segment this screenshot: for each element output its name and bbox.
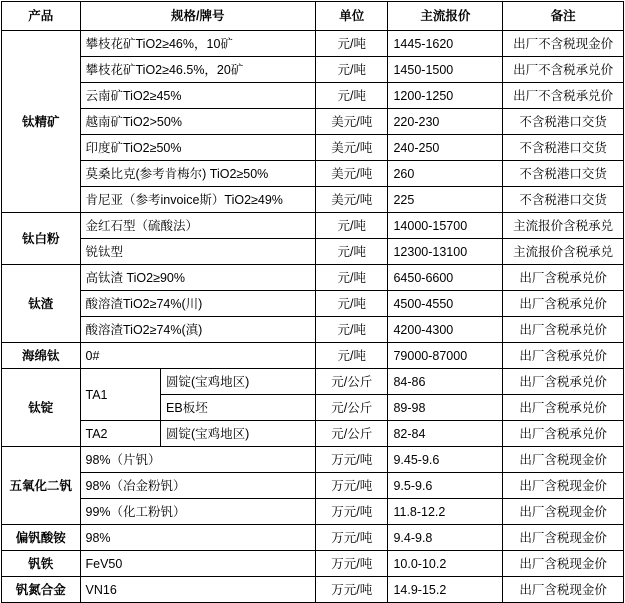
note-cell: 出厂含税承兑价 xyxy=(503,343,624,369)
product-category-cell: 海绵钛 xyxy=(2,343,81,369)
table-row xyxy=(2,57,624,83)
spec-cell: 圆锭(宝鸡地区) xyxy=(161,421,316,447)
price-cell: 79000-87000 xyxy=(388,343,503,369)
spec-cell: 金红石型（硫酸法） xyxy=(80,213,316,239)
price-cell: 14000-15700 xyxy=(388,213,503,239)
spec-cell: 莫桑比克(参考肯梅尔) TiO2≥50% xyxy=(80,161,316,187)
unit-cell: 元/吨 xyxy=(316,57,388,83)
product-category-cell: 钛精矿 xyxy=(2,31,81,213)
table-row xyxy=(2,551,624,577)
price-cell: 260 xyxy=(388,161,503,187)
note-cell: 不含税港口交货 xyxy=(503,187,624,213)
unit-cell: 元/吨 xyxy=(316,31,388,57)
unit-cell: 万元/吨 xyxy=(316,577,388,603)
unit-cell: 元/公斤 xyxy=(316,395,388,421)
spec-cell: 酸溶渣TiO2≥74%(川) xyxy=(80,291,316,317)
note-cell: 出厂含税承兑价 xyxy=(503,369,624,395)
table-row xyxy=(2,239,624,265)
header-note: 备注 xyxy=(503,2,624,31)
spec-cell: 0# xyxy=(80,343,316,369)
price-cell: 1445-1620 xyxy=(388,31,503,57)
unit-cell: 美元/吨 xyxy=(316,187,388,213)
note-cell: 出厂含税现金价 xyxy=(503,447,624,473)
note-cell: 出厂含税承兑价 xyxy=(503,421,624,447)
unit-cell: 美元/吨 xyxy=(316,161,388,187)
note-cell: 出厂含税现金价 xyxy=(503,551,624,577)
note-cell: 出厂不含税承兑价 xyxy=(503,57,624,83)
product-category-cell: 钛渣 xyxy=(2,265,81,343)
unit-cell: 万元/吨 xyxy=(316,447,388,473)
unit-cell: 元/吨 xyxy=(316,265,388,291)
price-cell: 4500-4550 xyxy=(388,291,503,317)
table-row xyxy=(2,187,624,213)
table-row xyxy=(2,447,624,473)
price-cell: 9.45-9.6 xyxy=(388,447,503,473)
spec-cell: 印度矿TiO2≥50% xyxy=(80,135,316,161)
table-row xyxy=(2,317,624,343)
product-category-cell: 五氧化二钒 xyxy=(2,447,81,525)
header-unit: 单位 xyxy=(316,2,388,31)
table-row xyxy=(2,109,624,135)
spec-cell: 99%（化工粉钒） xyxy=(80,499,316,525)
header-price: 主流报价 xyxy=(388,2,503,31)
unit-cell: 元/公斤 xyxy=(316,369,388,395)
product-category-cell: 钒铁 xyxy=(2,551,81,577)
header-product: 产品 xyxy=(2,2,81,31)
table-row xyxy=(2,421,624,447)
spec-cell: EB板坯 xyxy=(161,395,316,421)
unit-cell: 万元/吨 xyxy=(316,499,388,525)
table-header xyxy=(2,2,624,31)
product-category-cell: 钛白粉 xyxy=(2,213,81,265)
note-cell: 出厂不含税现金价 xyxy=(503,31,624,57)
unit-cell: 元/吨 xyxy=(316,343,388,369)
unit-cell: 元/公斤 xyxy=(316,421,388,447)
spec-cell: 攀枝花矿TiO2≥46.5%，20矿 xyxy=(80,57,316,83)
spec-cell: 高钛渣 TiO2≥90% xyxy=(80,265,316,291)
spec-cell: FeV50 xyxy=(80,551,316,577)
price-cell: 225 xyxy=(388,187,503,213)
note-cell: 出厂含税承兑价 xyxy=(503,265,624,291)
note-cell: 主流报价含税承兑 xyxy=(503,213,624,239)
spec-cell: 越南矿TiO2>50% xyxy=(80,109,316,135)
grade-cell: TA1 xyxy=(80,369,161,421)
spec-cell: 98%（片钒） xyxy=(80,447,316,473)
note-cell: 出厂含税现金价 xyxy=(503,525,624,551)
grade-cell: TA2 xyxy=(80,421,161,447)
table-row xyxy=(2,369,624,395)
price-cell: 9.5-9.6 xyxy=(388,473,503,499)
unit-cell: 万元/吨 xyxy=(316,525,388,551)
price-cell: 14.9-15.2 xyxy=(388,577,503,603)
note-cell: 出厂含税承兑价 xyxy=(503,395,624,421)
price-cell: 84-86 xyxy=(388,369,503,395)
price-cell: 10.0-10.2 xyxy=(388,551,503,577)
table-row xyxy=(2,135,624,161)
price-cell: 11.8-12.2 xyxy=(388,499,503,525)
note-cell: 主流报价含税承兑 xyxy=(503,239,624,265)
unit-cell: 万元/吨 xyxy=(316,473,388,499)
unit-cell: 万元/吨 xyxy=(316,551,388,577)
spec-cell: 98% xyxy=(80,525,316,551)
note-cell: 出厂含税现金价 xyxy=(503,577,624,603)
note-cell: 不含税港口交货 xyxy=(503,161,624,187)
note-cell: 出厂含税现金价 xyxy=(503,473,624,499)
price-cell: 12300-13100 xyxy=(388,239,503,265)
note-cell: 出厂含税承兑价 xyxy=(503,317,624,343)
header-spec: 规格/牌号 xyxy=(80,2,316,31)
spec-cell: 肯尼亚（参考invoice斯）TiO2≥49% xyxy=(80,187,316,213)
table-row xyxy=(2,525,624,551)
table-row xyxy=(2,499,624,525)
note-cell: 出厂含税承兑价 xyxy=(503,291,624,317)
price-cell: 89-98 xyxy=(388,395,503,421)
unit-cell: 元/吨 xyxy=(316,83,388,109)
header-row xyxy=(2,2,624,31)
product-category-cell: 钛锭 xyxy=(2,369,81,447)
spec-cell: 云南矿TiO2≥45% xyxy=(80,83,316,109)
price-cell: 82-84 xyxy=(388,421,503,447)
unit-cell: 元/吨 xyxy=(316,317,388,343)
price-cell: 220-230 xyxy=(388,109,503,135)
table-row xyxy=(2,473,624,499)
table-row xyxy=(2,291,624,317)
price-table xyxy=(1,1,624,603)
unit-cell: 元/吨 xyxy=(316,213,388,239)
note-cell: 出厂不含税承兑价 xyxy=(503,83,624,109)
unit-cell: 元/吨 xyxy=(316,291,388,317)
price-cell: 4200-4300 xyxy=(388,317,503,343)
price-cell: 1200-1250 xyxy=(388,83,503,109)
unit-cell: 元/吨 xyxy=(316,239,388,265)
note-cell: 不含税港口交货 xyxy=(503,135,624,161)
note-cell: 出厂含税现金价 xyxy=(503,499,624,525)
table-row xyxy=(2,343,624,369)
spec-cell: VN16 xyxy=(80,577,316,603)
table-row xyxy=(2,213,624,239)
price-cell: 240-250 xyxy=(388,135,503,161)
product-category-cell: 钒氮合金 xyxy=(2,577,81,603)
spec-cell: 锐钛型 xyxy=(80,239,316,265)
product-category-cell: 偏钒酸铵 xyxy=(2,525,81,551)
table-row xyxy=(2,83,624,109)
table-row xyxy=(2,31,624,57)
unit-cell: 美元/吨 xyxy=(316,135,388,161)
table-row xyxy=(2,265,624,291)
price-cell: 6450-6600 xyxy=(388,265,503,291)
spec-cell: 98%（冶金粉钒） xyxy=(80,473,316,499)
spec-cell: 酸溶渣TiO2≥74%(滇) xyxy=(80,317,316,343)
table-body xyxy=(2,31,624,603)
price-cell: 9.4-9.8 xyxy=(388,525,503,551)
price-cell: 1450-1500 xyxy=(388,57,503,83)
spec-cell: 攀枝花矿TiO2≥46%，10矿 xyxy=(80,31,316,57)
spec-cell: 圆锭(宝鸡地区) xyxy=(161,369,316,395)
unit-cell: 美元/吨 xyxy=(316,109,388,135)
note-cell: 不含税港口交货 xyxy=(503,109,624,135)
table-row xyxy=(2,161,624,187)
